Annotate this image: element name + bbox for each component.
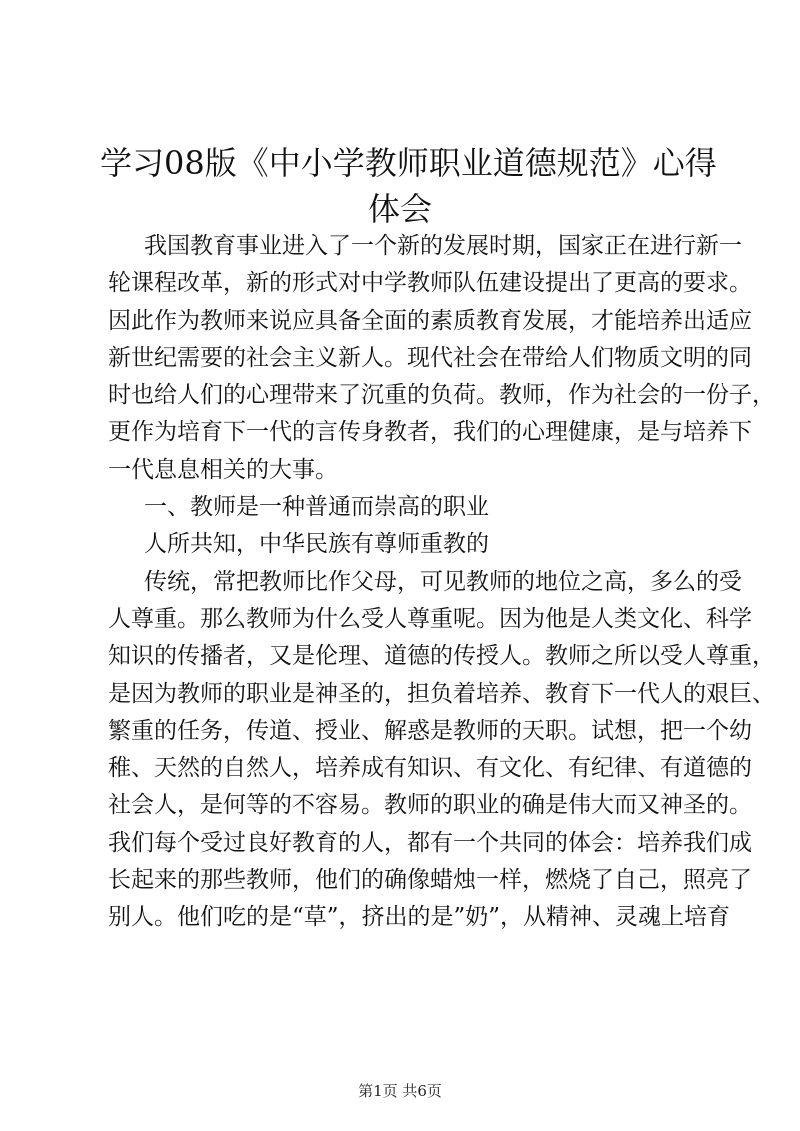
body-line: 我国教育事业进入了一个新的发展时期，国家正在进行新一 xyxy=(144,233,742,259)
body-line: 轮课程改革，新的形式对中学教师队伍建设提出了更高的要求。 xyxy=(108,270,752,297)
body-line: 稚、天然的自然人，培养成有知识、有文化、有纪律、有道德的 xyxy=(108,755,752,782)
document-body xyxy=(108,228,775,937)
body-line: 新世纪需要的社会主义新人。现代社会在带给人们物质文明的同 xyxy=(108,344,752,371)
section-heading: 一、教师是一种普通而崇高的职业 xyxy=(144,494,489,521)
body-line: 一代息息相关的大事。 xyxy=(108,456,338,483)
body-line: 是因为教师的职业是神圣的，担负着培养、教育下一代人的艰巨、 xyxy=(108,680,775,707)
body-line: 传统，常把教师比作父母，可见教师的地位之高，多么的受 xyxy=(144,568,742,595)
body-line: 知识的传播者，又是伦理、道德的传授人。教师之所以受人尊重， xyxy=(108,643,775,670)
title-line-2: 体会 xyxy=(367,190,432,228)
body-line: 别人。他们吃的是“草”，挤出的是”奶”，从精神、灵魂上培育 xyxy=(108,904,731,931)
body-line: 更作为培育下一代的言传身教者，我们的心理健康，是与培养下 xyxy=(108,419,752,446)
body-line: 社会人，是何等的不容易。教师的职业的确是伟大而又神圣的。 xyxy=(108,792,752,819)
document-title xyxy=(100,140,717,232)
body-line: 时也给人们的心理带来了沉重的负荷。教师，作为社会的一份子， xyxy=(108,382,775,409)
body-line: 我们每个受过良好教育的人，都有一个共同的体会：培养我们成 xyxy=(108,829,752,856)
body-line: 人尊重。那么教师为什么受人尊重呢。因为他是人类文化、科学 xyxy=(108,605,752,632)
body-line: 人所共知，中华民族有尊师重教的 xyxy=(144,531,489,558)
title-line-1: 学习08版《中小学教师职业道德规范》心得 xyxy=(100,144,717,182)
page-footer: 第1页 共6页 xyxy=(358,1082,442,1100)
body-line: 长起来的那些教师，他们的确像蜡烛一样，燃烧了自己，照亮了 xyxy=(108,867,752,894)
body-line: 因此作为教师来说应具备全面的素质教育发展，才能培养出适应 xyxy=(108,307,752,334)
body-line: 繁重的任务，传道、授业、解惑是教师的天职。试想，把一个幼 xyxy=(108,717,752,744)
